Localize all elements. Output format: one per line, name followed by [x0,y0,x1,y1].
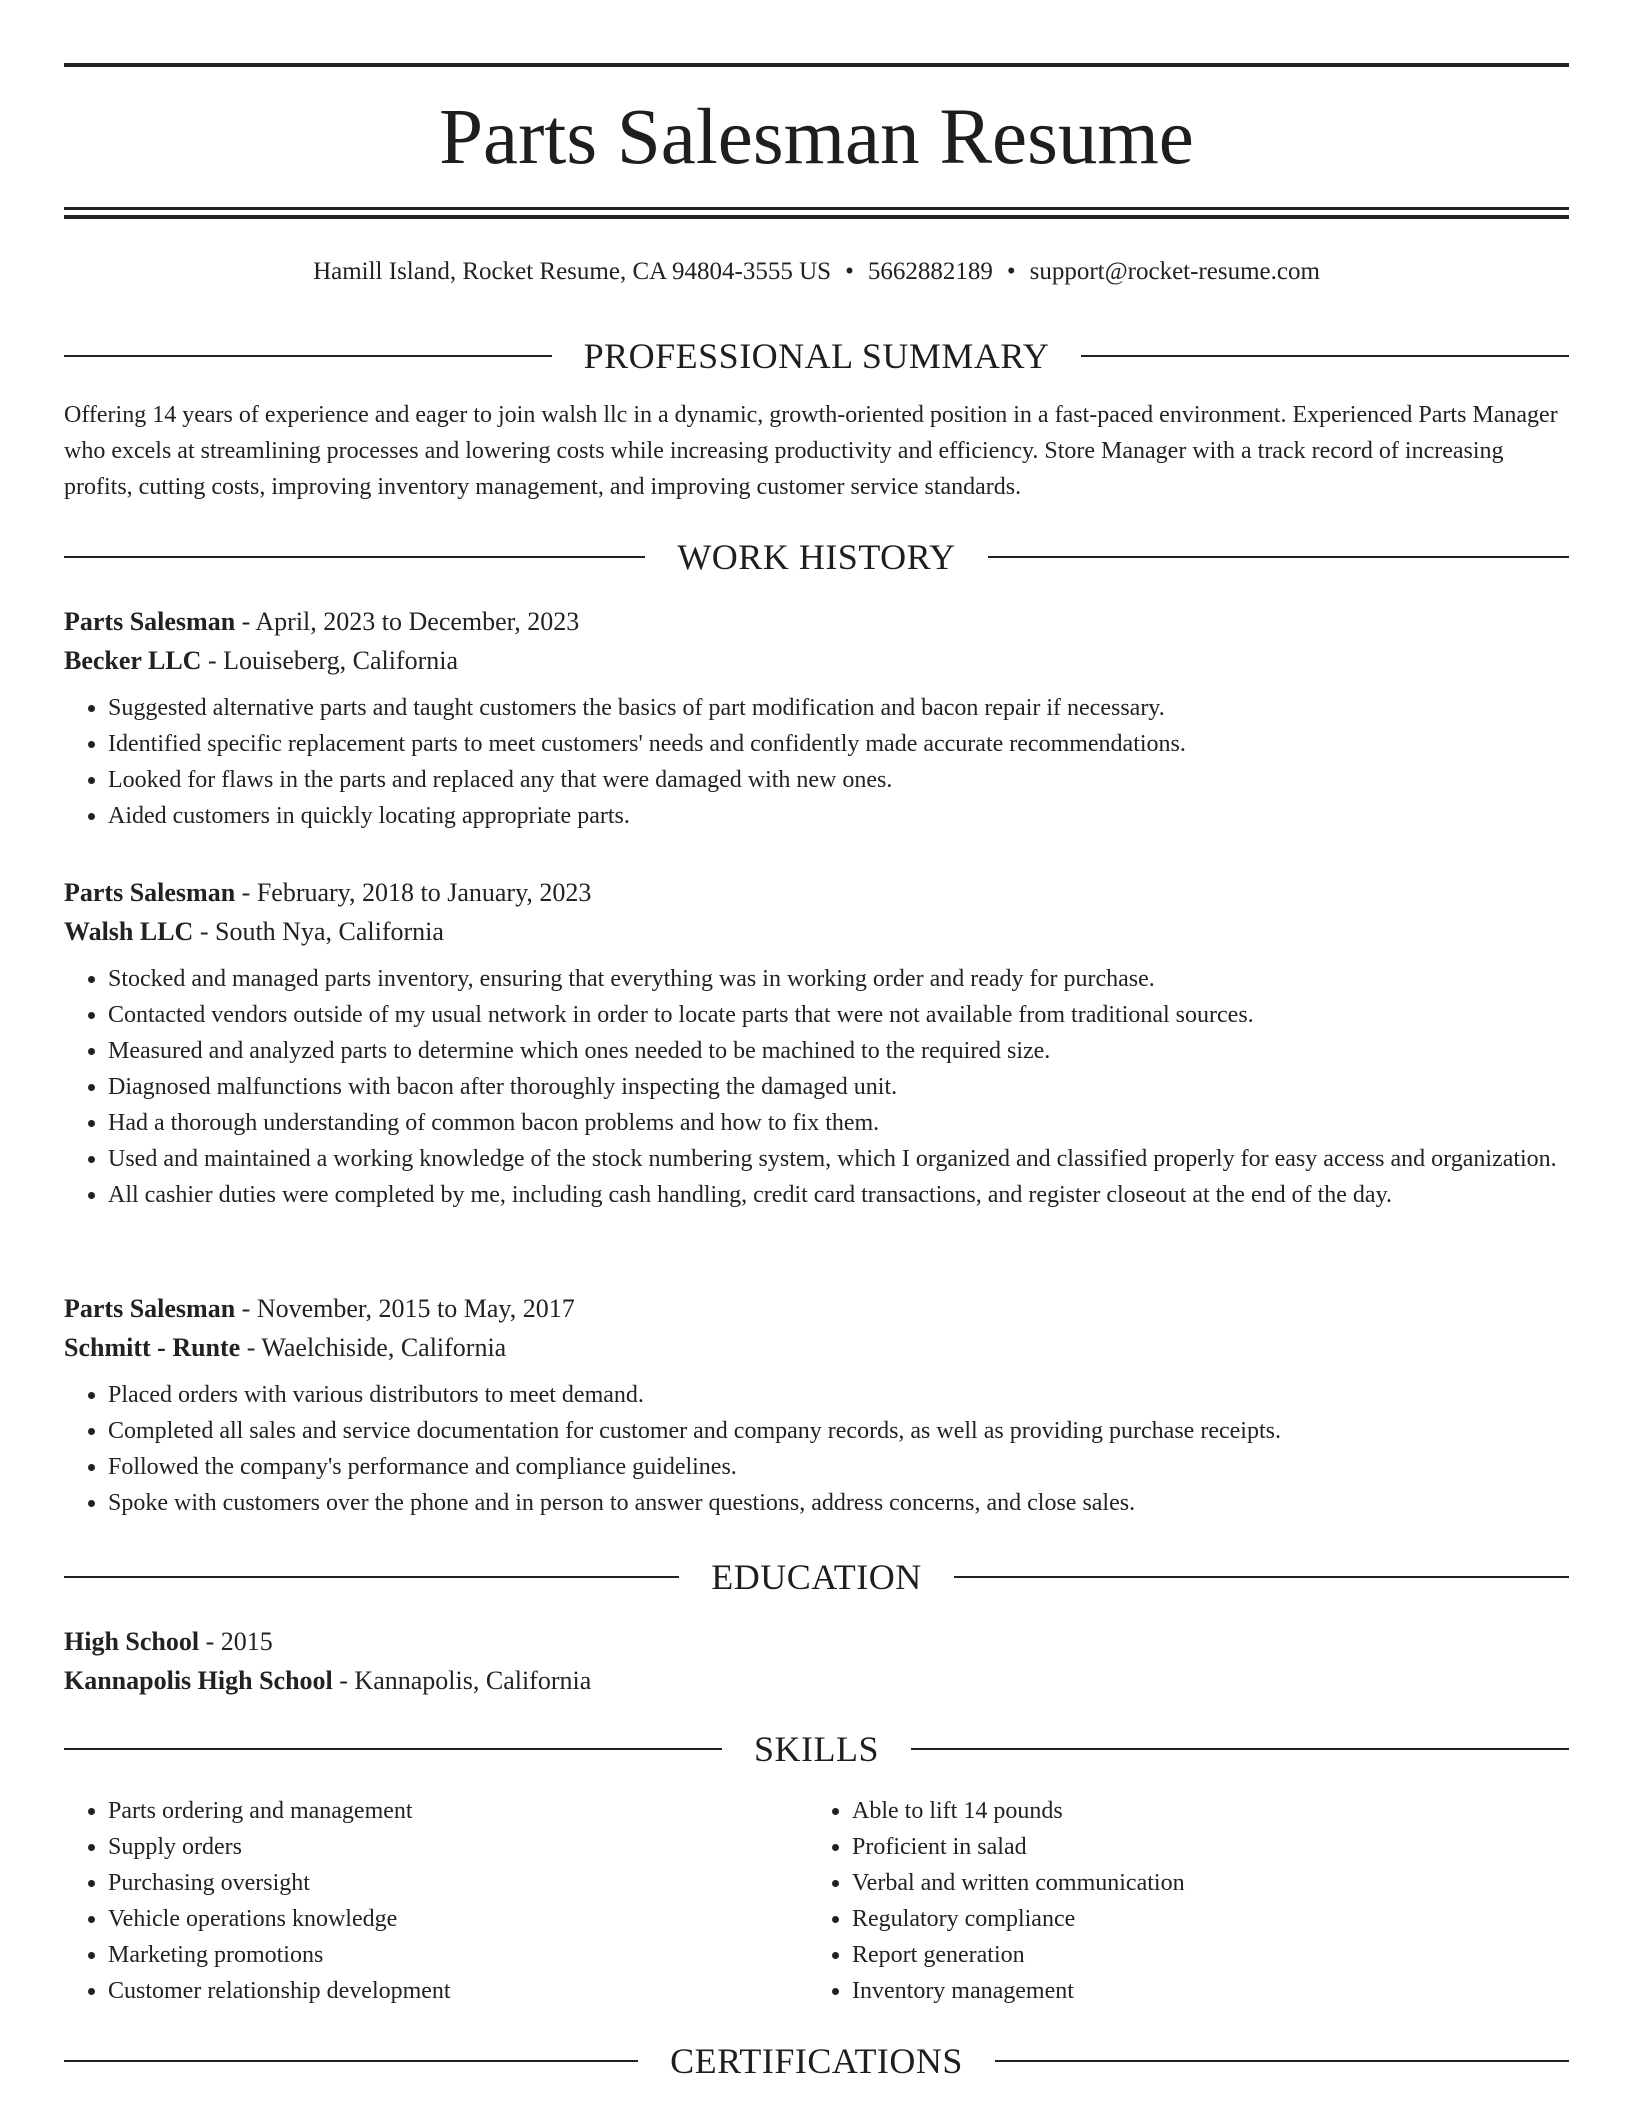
job-title: Parts Salesman [64,878,236,907]
top-rule [64,63,1569,67]
job-bullets [64,690,1569,834]
skill-item: • Purchasing oversight [108,1865,808,1901]
job-title-line [64,1289,1569,1328]
skill-item: • Parts ordering and management [108,1793,808,1829]
section-title: PROFESSIONAL SUMMARY [583,336,1050,376]
section-heading-education [64,1555,1569,1599]
job-bullet: • Suggested alternative parts and taught customers the basics of part modification and bacon repair if necessary. [108,690,1569,726]
section-title: SKILLS [754,1729,880,1769]
section-heading-skills [64,1727,1569,1771]
education-school-line [64,1661,1569,1700]
divider [995,2060,1569,2062]
skills-column-left [64,1793,808,2009]
contact-address: Hamill Island, Rocket Resume, CA 94804-3555 US [313,258,832,285]
contact-email: support@rocket-resume.com [1029,258,1320,285]
title-rule-upper [64,207,1569,210]
education-year: - 2015 [199,1627,273,1656]
section-title: EDUCATION [711,1557,922,1597]
contact-line [64,254,1569,290]
section-heading-certifications [64,2039,1569,2083]
job-bullet: • Diagnosed malfunctions with bacon after thoroughly inspecting the damaged unit. [108,1069,1569,1105]
job-bullet: • Measured and analyzed parts to determine which ones needed to be machined to the required size. [108,1033,1569,1069]
section-title: CERTIFICATIONS [670,2041,963,2081]
education-degree: High School [64,1627,200,1656]
divider [64,2060,638,2062]
section-heading-work [64,535,1569,579]
job-dates: - April, 2023 to December, 2023 [235,607,580,636]
job-company: Becker LLC [64,646,202,675]
job-bullet: • Identified specific replacement parts to meet customers' needs and confidently made accurate recommendations. [108,726,1569,762]
job-bullets [64,961,1569,1213]
job-entry [64,1289,1569,1521]
job-bullet: • All cashier duties were completed by me, including cash handling, credit card transactions, and register closeout at the end of the day. [108,1177,1569,1213]
job-location: - Waelchiside, California [240,1333,507,1362]
job-bullet: • Spoke with customers over the phone and in person to answer questions, address concerns, and close sales. [108,1485,1569,1521]
section-title: WORK HISTORY [677,537,956,577]
job-company-line [64,912,1569,951]
job-entry [64,602,1569,834]
divider [911,1748,1569,1750]
job-dates: - November, 2015 to May, 2017 [235,1294,575,1323]
resume-title: Parts Salesman Resume [439,94,1194,181]
title-rule-lower [64,215,1569,219]
job-bullet: • Used and maintained a working knowledge of the stock numbering system, which I organized and classified properly for easy access and organization. [108,1141,1569,1177]
skill-item: • Inventory management [852,1973,1552,2009]
divider [988,556,1569,558]
divider [1081,355,1569,357]
skill-item: • Proficient in salad [852,1829,1552,1865]
job-bullet: • Had a thorough understanding of common bacon problems and how to fix them. [108,1105,1569,1141]
job-dates: - February, 2018 to January, 2023 [235,878,592,907]
job-bullet: • Stocked and managed parts inventory, ensuring that everything was in working order and ready for purchase. [108,961,1569,997]
job-company-line [64,1328,1569,1367]
job-bullets [64,1377,1569,1521]
skill-item: • Marketing promotions [108,1937,808,1973]
divider [954,1576,1569,1578]
skill-item: • Able to lift 14 pounds [852,1793,1552,1829]
contact-separator: • [845,258,854,285]
job-company: Schmitt - Runte [64,1333,241,1362]
job-bullet: • Followed the company's performance and compliance guidelines. [108,1449,1569,1485]
skill-item: • Verbal and written communication [852,1865,1552,1901]
education-degree-line [64,1622,1569,1661]
job-bullet: • Looked for flaws in the parts and replaced any that were damaged with new ones. [108,762,1569,798]
summary-text: Offering 14 years of experience and eager to join walsh llc in a dynamic, growth-oriented position in a fast-paced environment. Experienced Parts Manager who excels at streamlining processes and lowering costs while increasing productivity and efficiency. Store Manager with a track record of increasing profits, cutting costs, improving inventory management, and improving customer service standards. [64,402,1558,500]
job-bullet: • Aided customers in quickly locating appropriate parts. [108,798,1569,834]
contact-phone: 5662882189 [867,258,993,285]
job-location: - Louiseberg, California [201,646,459,675]
job-title-line [64,873,1569,912]
divider [64,355,552,357]
education-school: Kannapolis High School [64,1666,333,1695]
section-heading-summary [64,334,1569,378]
education-location: - Kannapolis, California [332,1666,592,1695]
skills-column-right [808,1793,1552,2009]
skill-item: • Supply orders [108,1829,808,1865]
skills-list [64,1793,1569,2009]
job-company-line [64,641,1569,680]
divider [64,556,645,558]
job-title-line [64,602,1569,641]
skill-item: • Customer relationship development [108,1973,808,2009]
education-entry [64,1622,1569,1700]
contact-separator: • [1006,258,1016,285]
skill-item: • Report generation [852,1937,1552,1973]
skill-item: • Vehicle operations knowledge [108,1901,808,1937]
skill-item: • Regulatory compliance [852,1901,1552,1937]
job-bullet: • Completed all sales and service documentation for customer and company records, as well as providing purchase receipts. [108,1413,1569,1449]
job-bullet: • Contacted vendors outside of my usual network in order to locate parts that were not available from traditional sources. [108,997,1569,1033]
job-title: Parts Salesman [64,607,236,636]
job-entry [64,873,1569,1213]
divider [64,1576,679,1578]
job-company: Walsh LLC [64,917,194,946]
job-title: Parts Salesman [64,1294,236,1323]
job-bullet: • Placed orders with various distributors to meet demand. [108,1377,1569,1413]
job-location: - South Nya, California [193,917,444,946]
divider [64,1748,722,1750]
